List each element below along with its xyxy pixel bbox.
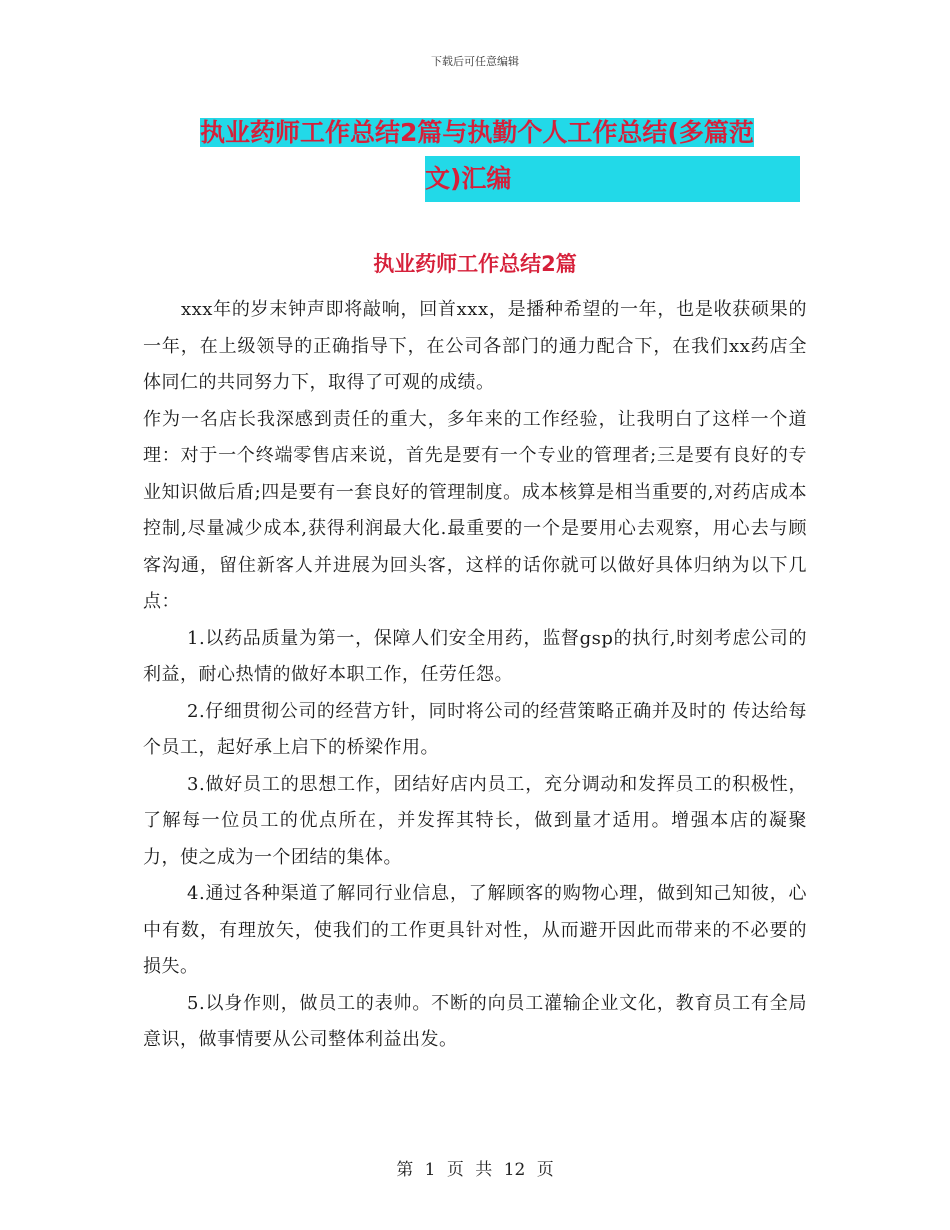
document-title-line-2-text: 文)汇编 [425,164,512,193]
document-title-line-2 [425,156,800,202]
document-title-line-1: 执业药师工作总结2篇与执勤个人工作总结(多篇范 [200,118,754,147]
document-title [200,110,800,202]
paragraph-manager-experience: 作为一名店长我深感到责任的重大，多年来的工作经验，让我明白了这样一个道理：对于一个终端零售店来说，首先是要有一个专业的管理者;三是要有良好的专业知识做后盾;四是要有一套良好的管理制度。成本核算是相当重要的,对药店成本控制,尽量减少成本,获得利润最大化.最重要的一个是要用心去观察，用心去与顾客沟通，留住新客人并进展为回头客，这样的话你就可以做好具体归纳为以下几点： [143,408,807,612]
document-body [143,292,807,1059]
list-item-1: 1.以药品质量为第一，保障人们安全用药，监督gsp的执行,时刻考虑公司的利益，耐心热情的做好本职工作，任劳任怨。 [143,627,807,685]
list-item-5: 5.以身作则，做员工的表帅。不断的向员工灌输企业文化，教育员工有全局意识，做事情要从公司整体利益出发。 [143,992,807,1050]
list-item-3: 3.做好员工的思想工作，团结好店内员工，充分调动和发挥员工的积极性，了解每一位员工的优点所在，并发挥其特长，做到量才适用。增强本店的凝聚力，使之成为一个团结的集体。 [143,773,807,868]
page-header-note: 下载后可任意编辑 [431,55,519,68]
page-number-indicator: 第 1 页 共 12 页 [396,1160,554,1180]
paragraph-intro: xxx年的岁末钟声即将敲响，回首xxx，是播种希望的一年，也是收获硕果的一年，在上级领导的正确指导下，在公司各部门的通力配合下，在我们xx药店全体同仁的共同努力下，取得了可观的成绩。 [143,299,807,393]
section-title: 执业药师工作总结2篇 [373,252,577,276]
list-item-4: 4.通过各种渠道了解同行业信息，了解顾客的购物心理，做到知己知彼，心中有数，有理放矢，使我们的工作更具针对性，从而避开因此而带来的不必要的损失。 [143,883,807,977]
list-item-2: 2.仔细贯彻公司的经营方针，同时将公司的经营策略正确并及时的 传达给每个员工，起好承上启下的桥梁作用。 [143,700,807,758]
